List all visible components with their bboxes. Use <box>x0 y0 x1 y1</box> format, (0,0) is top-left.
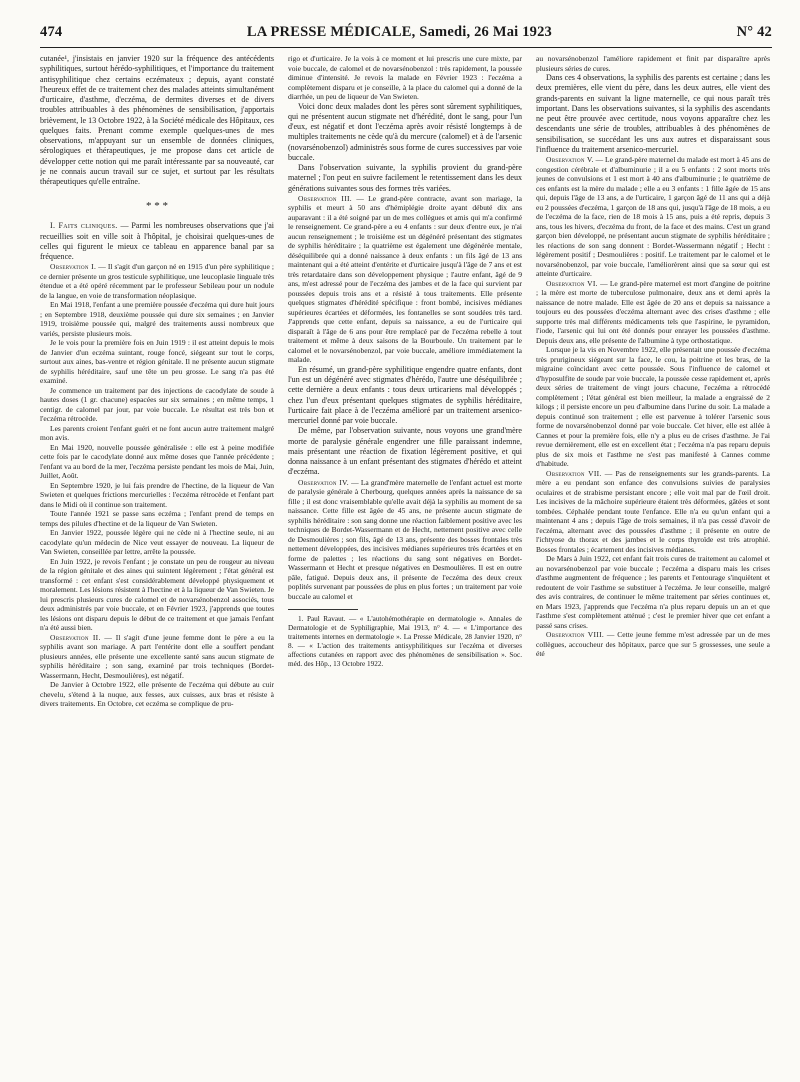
observation-8: Observation VIII. — Cette jeune femme m'est adressée par un de mes collègues, accoucheur des hôpitaux, parce que sur 5 grossesses, une seule a été <box>536 630 770 658</box>
paragraph: Lorsque je la vis en Novembre 1922, elle présentait une poussée d'eczéma très prurigineux siégeant sur la face, le cou, la poitrine et les bras, de la migraine coïncidant avec cette poussée. Sous l'influence de calomel et d'hyposulfite de soude par voie buccale, la poussée cesse rapidement et, après deux séries de traitement de vingt jours chacune, l'eczéma a rétrocédé complètement ; l'état général est bien meilleur, la malade a engraissé de 2 kilogs ; il persiste encore un peu d'albumine dans l'urine du soir. La malade a depuis continué son traitement ; elle est parvenue à tolérer l'arsenic sous forme de novarsénobenzol donné par voie buccale. Cet hiver, elle est allée à Cannes et pour la première fois, elle n'y a plus eu de crises d'asthme. Je l'ai revue dernièrement, elle est en excellent état ; l'eczéma n'a pas reparu depuis plus de six mois et l'asthme ne s'est pas manifesté à Cannes comme d'habitude. <box>536 345 770 468</box>
header-rule <box>40 47 772 48</box>
footnote-rule <box>288 609 358 610</box>
paragraph: rigo et d'urticaire. Je la vois à ce moment et lui prescris une cure mixte, par voie buccale, de calomel et de novarsénobenzol : très rapidement, la poussée diminue d'intensité. Je revois la malade en Février 1923 : l'eczéma a complètement disparu et je conseille, à la place du calomel qui a donné de la diarrhée, un peu de liqueur de Van Swieten. <box>288 54 522 101</box>
paragraph: Toute l'année 1921 se passe sans eczéma ; l'enfant prend de temps en temps des pilules d'hectine et de la liqueur de Van Swieten. <box>40 509 274 528</box>
article-columns <box>40 54 772 1074</box>
paragraph: Dans ces 4 observations, la syphilis des parents est certaine ; dans les deux premières, elle vient du père, dans les deux autres, elle vient des grands-parents en suivant la ligne maternelle, ce qui nous paraît très important. Dans les observations suivantes, si la syphilis des ascendants ne peut être prouvée avec certitude, nous voyons apparaître chez les descendants une série de troubles, attribuables à des phénomènes de sensibilisation, se succédant les uns aux autres et disparaissant sous l'influence du traitement arsenico-mercuriel. <box>536 73 770 154</box>
paragraph: Voici donc deux malades dont les pères sont sûrement syphilitiques, qui ne présentent aucun stigmate net d'hérédité, dont le sang, pour l'un d'eux, est négatif et dont l'eczéma après avoir résisté longtemps à de multiples traitements ne cède qu'à du mercure (calomel) et à de l'arsenic (novarsénobenzol) administrés sous forme de cures successives par voie buccale. <box>288 101 522 162</box>
footnote: 1. Paul Ravaut. — « L'autohémothérapie en dermatologie ». Annales de Dermatologie et de Syphiligraphie, Mai 1913, n° 4. — « L'importance des traitements internes en dermatologie ». La Presse Médicale, 28 Janvier 1920, n° 8. — « L'action des traitements antisyphilitiques sur l'eczéma et diverses affections cutanées en rapport avec des phénomènes de sensibilisation ». Soc. méd. des Hôp., 13 Octobre 1922. <box>288 615 522 669</box>
issue-number: N° 42 <box>736 24 772 40</box>
observation-2: Observation II. — Il s'agit d'une jeune femme dont le père a eu la syphilis avant son mariage. A part l'entérite dont elle a souffert pendant plusieurs années, elle présente une excellente santé sans aucun stigmate de syphilis héréditaire ; son sang, examiné par trois techniques (Bordet-Wassermann, Hecht, Desmoulières), est négatif. <box>40 632 274 680</box>
observation-heading: Observation VI. <box>546 278 598 288</box>
paragraph: Je le vois pour la première fois en Juin 1919 : il est atteint depuis le mois de Janvier d'un eczéma suintant, rouge foncé, siégeant sur tout le corps, surtout aux aines, bas-ventre et région génitale. Il ne présente aucun stigmate de syphilis héréditaire, sauf une tête un peu grosse. Le sang n'a pas été examiné. <box>40 338 274 386</box>
paragraph: Je commence un traitement par des injections de cacodylate de soude à hautes doses (1 gr. chacune) espacées sur six semaines ; en même temps, 1 centigr. de calomel par jour, par voie buccale. Le résultat est très bon et l'eczéma rétrocède. <box>40 385 274 424</box>
column-2 <box>288 54 522 1074</box>
observation-heading: Observation VIII. <box>546 630 605 639</box>
observation-heading: Observation I. <box>50 262 97 272</box>
paragraph: En Juin 1922, je revois l'enfant ; je constate un peu de rougeur au niveau de la région génitale et des aines qui suintent légèrement ; l'état général est transformé : cet enfant s'est considérablement développé physiquement et moralement. Les lésions résistent à l'hectine et à la liqueur de Van Swieten. Je lui prescris plusieurs cures de calomel et de novarsénobenzol associés, tous deux administrés par voie buccale, et en Février 1923, j'apprends que toutes les lésions ont disparu depuis le début de ce traitement et que jamais l'enfant n'a été aussi bien. <box>40 556 274 633</box>
paragraph: De même, par l'observation suivante, nous voyons une grand'mère morte de paralysie générale engendrer une fille paraissant indemne, mais présentant une réaction de fixation légèrement positive, et qui donna naissance à un enfant présentant des stigmates d'hérédo et atteint d'eczéma. <box>288 426 522 477</box>
observation-4: Observation IV. — La grand'mère maternelle de l'enfant actuel est morte de paralysie générale à Cherbourg, quelques années après la naissance de sa fille ; il est donc vraisemblable qu'elle avait déjà la syphilis au moment de sa naissance. Cette fille est âgée de 45 ans, ne présente aucun stigmate de syphilis héréditaire : son sang donne une réaction faiblement positive avec les techniques de Bordet-Wassermann et de Hecht, nettement positive avec celle de Desmoulières ; son fils, âgé de 13 ans, présente des bosses frontales très nettement développées, des incisives médianes supérieures très écartées et en forme de palettes ; les réactions du sang sont négatives en Bordet-Wassermann et Hecht et presque négatives en Desmoulières. Il est en outre pâle, fatigué. Depuis deux ans, il présente de l'eczéma des deux creux poplités survenant par poussées de plus en plus fortes ; un traitement par voie buccale au calomel et <box>288 477 522 601</box>
observation-3: Observation III. — Le grand-père contracte, avant son mariage, la syphilis et meurt à 50 ans d'hémiplégie droite ayant débuté dix ans auparavant : il a été soigné par un de mes collègues et amis qui m'a confirmé le renseignement. Ce grand-père a eu 4 enfants : sur deux d'entre eux, je n'ai aucun renseignement ; le troisième est un dégénéré présentant des stigmates de syphilis héréditaire ; la quatrième est également une dégénérée mentale, déséquilibrée qui a donné naissance à deux enfants : un fils âgé de 13 ans maintenant qui a été atteint d'entérite et d'urticaire jusqu'à l'âge de 7 ans et est très retardataire dans son développement physique ; l'autre enfant, âgé de 9 ans, m'est adressé pour de l'eczéma des jambes et de la face qui survient par poussées depuis trois ans et a résisté à tous traitements. Elle présente quelques stigmates d'hérédité spécifique : front bombé, incisives médianes supérieures écartées et déformées, les fontanelles se sont soudées très tard. J'apprends que cette enfant, depuis sa naissance, a eu de l'urticaire qui disparaît à l'âge de 6 ans pour être remplacé par de l'eczéma rebelle à tout traitement et même à deux saisons de la Bourboule. Un traitement par le calomel et le novarsénobenzol, par voie buccale, améliore immédiatement la malade. <box>288 193 522 365</box>
page-header <box>40 24 772 41</box>
paragraph: En Janvier 1922, poussée légère qui ne cède ni à l'hectine seule, ni au cacodylate qu'un médecin de Nice veut essayer de nouveau. La liqueur de Van Swieten, conseillée par lettre, arrête la poussée. <box>40 528 274 557</box>
paragraph: De Janvier à Octobre 1922, elle présente de l'eczéma qui débute au cuir chevelu, s'étend à la nuque, aux fesses, aux cuisses, aux bras et résiste à divers traitements. En Octobre, cet eczéma se complique de pru- <box>40 680 274 709</box>
paragraph: I. Faits cliniques. — Parmi les nombreuses observations que j'ai recueillies soit en ville soit à l'hôpital, je choisirai quelques-unes de celles qui figurent le mieux ce tableau en apparence banal par sa fréquence. <box>40 221 274 261</box>
column-3 <box>536 54 770 1074</box>
paragraph: En Mai 1918, l'enfant a une première poussée d'eczéma qui dure huit jours ; en Septembre 1918, deuxième poussée qui dure six semaines ; en Janvier 1919, troisième poussée qui, malgré des traitements aussi nombreux que variés, persiste plusieurs mois. <box>40 300 274 338</box>
observation-heading: Observation VII. <box>546 468 602 478</box>
section-heading: I. Faits cliniques. <box>50 221 118 231</box>
observation-heading: Observation II. <box>50 632 101 642</box>
paragraph: En Mai 1920, nouvelle poussée généralisée : elle est à peine modifiée cette fois par le cacodylate donné aux même doses que l'année précédente ; l'enfant va au bord de la mer, l'eczéma persiste pendant les mois de Mai, Juin, Juillet, Août. <box>40 442 274 481</box>
paragraph: Les parents croient l'enfant guéri et ne font aucun autre traitement malgré mon avis. <box>40 423 274 443</box>
paragraph: De Mars à Juin 1922, cet enfant fait trois cures de traitement au calomel et au novarsénobenzol par voie buccale ; l'eczéma a disparu mais les crises d'asthme augmentent de fréquence ; les parents et l'entourage s'inquiètent et redoutent de voir l'asthme se substituer à l'eczéma. Je leur conseille, malgré des avis contraires, de continuer le même traitement par séries continues et, en Mars 1923, j'apprends que l'eczéma n'a plus reparu depuis un an et que l'asthme s'est complètement atténué ; c'est le premier hiver que cet enfant a passé sans crises. <box>536 554 770 630</box>
observation-heading: Observation IV. <box>298 477 349 487</box>
observation-5: Observation V. — Le grand-père maternel du malade est mort à 45 ans de congestion cérébrale et d'albuminurie ; il a eu 5 enfants : 2 sont morts très jeunes de convulsions et 1 est mort à 40 ans d'albuminurie ; le quatrième de ces enfants est la mère du malade ; elle a eu 3 enfants : 1 fille âgée de 15 ans qui, depuis l'âge de 13 ans, a de l'urticaire, 1 garçon âgé de 11 ans qui a déjà eu 2 poussées d'eczéma, 1 garçon de 18 ans qui, jusqu'à l'âge de 18 mois, a eu de l'eczéma de la face, rien de 18 mois à 15 ans, puis a été repris, depuis 3 ans, tous les hivers, d'eczéma du front, de la face et des mains. C'est un grand garçon bien développé, ne présentant aucun stigmate de syphilis héréditaire ; les réactions de son sang donnent : Bordet-Wassermann négatif ; Hecht : légèrement positif ; Desmoulières : positif. Le traitement par le calomel et le novarsénobenzol, par voie buccale, l'améliorèrent ainsi que sa sœur qui est atteinte d'urticaire. <box>536 155 770 278</box>
observation-6: Observation VI. — Le grand-père maternel est mort d'angine de poitrine ; la mère est morte de tuberculose pulmonaire, deux ans et demi après la naissance de notre malade. Elle est âgée de 20 ans et depuis sa naissance a toujours eu des poussées d'eczéma alternant avec des crises d'asthme ; elle supporte très mal différents médicaments tels que l'aspirine, le pyramidon, l'iode, l'arsenic qui lui ont été donnés pour enrayer les poussées d'asthme. Depuis deux ans, elle présente de l'albumine à type orthostatique. <box>536 278 770 345</box>
paragraph: En résumé, un grand-père syphilitique engendre quatre enfants, dont l'un est un dégénéré avec stigmates d'hérédo, l'autre une déséquilibrée ; cette dernière a deux enfants : tous deux urticariens mal développés ; chez l'un d'eux présentant quelques stigmates de syphilis héréditaire, l'urticaire fait place à de l'eczéma amélioré par un traitement arsenico-mercuriel donné par voie buccale. <box>288 364 522 425</box>
observation-1: Observation I. — Il s'agit d'un garçon né en 1915 d'un père syphilitique ; ce dernier présente un gros testicule syphilitique, une leucoplasie linguale très étendue et a été opéré récemment par le professeur Sebileau pour un nodule de la langue, en voie de transformation néoplasique. <box>40 262 274 300</box>
paragraph: Dans l'observation suivante, la syphilis provient du grand-père maternel ; l'on peut en suivre facilement le retentissement dans les deux générations suivantes sous des formes très variées. <box>288 163 522 193</box>
column-1 <box>40 54 274 1074</box>
paragraph: En Septembre 1920, je lui fais prendre de l'hectine, de la liqueur de Van Swieten et quelques frictions mercurielles : l'eczéma rétrocède et l'enfant part dans le Midi où il continue son traitement. <box>40 480 274 509</box>
page-number: 474 <box>40 24 63 40</box>
paragraph: cutanée¹, j'insistais en janvier 1920 sur la fréquence des antécédents syphilitiques, surtout hérédo-syphilitiques, et l'importance du traitement antisyphilitique chez certains eczémateux ; depuis, ayant constaté l'heureux effet de ce traitement chez des malades atteints simultanément d'urticaire, d'asthme, d'eczéma, de dermites diverses et de divers troubles attribuables à des phénomènes de sensibilisation, j'apportais brièvement, le 13 Octobre 1922, à la Société médicale des Hôpitaux, ces quelques faits. Prenant comme exemple quelques-unes de mes observations, m'appuyant sur un ensemble de données cliniques, sérologiques et thérapeutiques, je me propose dans cet article de développer cette notion qui me paraît intéressante par sa nouveauté, car je ne connais aucun travail sur ce sujet, et surtout par les résultats thérapeutiques qu'elle entraîne. <box>40 54 274 186</box>
observation-heading: Observation III. <box>298 193 352 203</box>
journal-title: LA PRESSE MÉDICALE, Samedi, 26 Mai 1923 <box>246 24 553 40</box>
paragraph: au novarsénobenzol l'améliore rapidement et finit par disparaître après plusieurs séries de cures. <box>536 54 770 73</box>
observation-7: Observation VII. — Pas de renseignements sur les grands-parents. La mère a eu pendant son enfance des convulsions suivies de paralysies oculaires et de strabisme persistant encore ; elle voit mal par de l'œil droit. Les incisives de la mâchoire supérieure étaient très déformées, gâtées et sont tombées. Céphalée pendant toute l'enfance. Elle n'a eu qu'un enfant qui a maintenant 4 ans ; depuis l'âge de trois semaines, il n'a pas cessé d'avoir de l'eczéma, alternant avec des poussées d'asthme ; il présente en outre de l'ichtyose du thorax et des jambes et le corps thyroïde est très atrophié. Bosses frontales ; écartement des incisives médianes. <box>536 468 770 554</box>
section-separator: * * * <box>146 200 168 213</box>
observation-heading: Observation V. <box>546 155 594 164</box>
